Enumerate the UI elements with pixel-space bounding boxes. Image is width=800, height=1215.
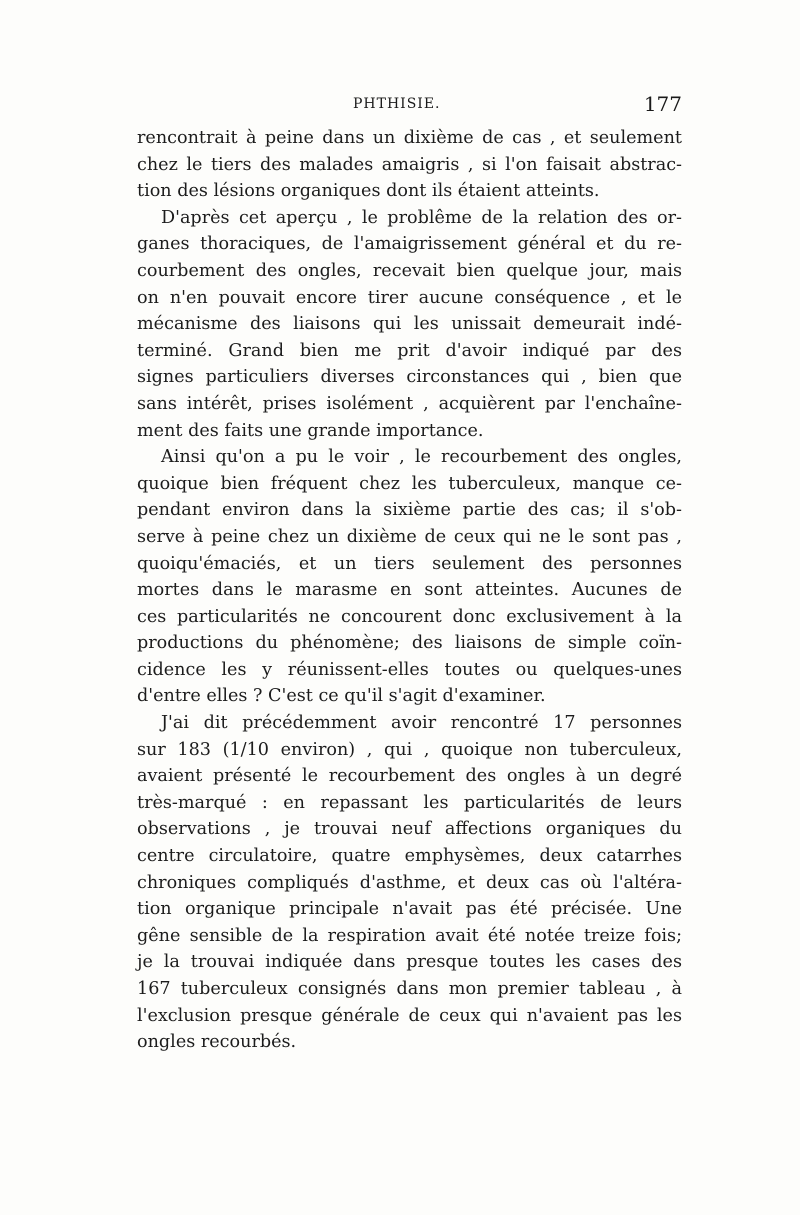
text-line: 167 tuberculeux consignés dans mon premier tableau , à [137, 979, 682, 999]
text-line: d'entre elles ? C'est ce qu'il s'agit d'examiner. [137, 686, 546, 707]
page-header [137, 92, 682, 122]
text-line: chroniques compliqués d'asthme, et deux cas où l'altéra- [137, 872, 682, 893]
text-line: observations , je trouvai neuf affections organiques du [137, 819, 682, 840]
text-line: tion organique principale n'avait pas été précisée. Une [137, 899, 682, 920]
text-line: cidence les y réunissent-elles toutes ou quelques-unes [137, 659, 682, 680]
text-line: sans intérêt, prises isolément , acquièrent par l'enchaîne- [137, 393, 682, 414]
body-text [137, 125, 682, 1056]
text-line: quoiqu'émaciés, et un tiers seulement des personnes [137, 553, 682, 574]
text-line: pendant environ dans la sixième partie des cas; il s'ob- [137, 500, 682, 521]
text-line: gêne sensible de la respiration avait été notée treize fois; [137, 925, 682, 946]
text-line: productions du phénomène; des liaisons de simple coïn- [137, 633, 682, 654]
text-line: quoique bien fréquent chez les tuberculeux, manque ce- [137, 473, 682, 494]
running-title: PHTHISIE. [353, 96, 441, 112]
text-line: avaient présenté le recourbement des ongles à un degré [137, 766, 682, 787]
text-line: tion des lésions organiques dont ils étaient atteints. [137, 181, 600, 202]
text-line: J'ai dit précédemment avoir rencontré 17 personnes [161, 713, 682, 734]
text-line: Ainsi qu'on a pu le voir , le recourbement des ongles, [161, 447, 682, 468]
text-line: on n'en pouvait encore tirer aucune conséquence , et le [137, 287, 682, 308]
text-line: signes particuliers diverses circonstances qui , bien que [137, 367, 682, 388]
text-line: mortes dans le marasme en sont atteintes. Aucunes de [137, 580, 682, 601]
text-line: D'après cet aperçu , le problême de la relation des or- [161, 207, 682, 228]
text-line: ment des faits une grande importance. [137, 420, 484, 441]
text-line: sur 183 (1/10 environ) , qui , quoique non tuberculeux, [137, 739, 682, 760]
text-line: serve à peine chez un dixième de ceux qui ne le sont pas , [137, 526, 682, 547]
text-line: ongles recourbés. [137, 1032, 297, 1053]
text-line: terminé. Grand bien me prit d'avoir indiqué par des [137, 340, 682, 361]
page-number: 177 [643, 92, 682, 116]
text-line: centre circulatoire, quatre emphysèmes, deux catarrhes [137, 846, 682, 867]
text-line: je la trouvai indiquée dans presque toutes les cases des [137, 952, 682, 973]
text-line: courbement des ongles, recevait bien quelque jour, mais [137, 260, 682, 281]
text-line: très-marqué : en repassant les particularités de leurs [137, 792, 682, 813]
text-line: rencontrait à peine dans un dixième de cas , et seulement [137, 128, 682, 148]
text-line: ganes thoraciques, de l'amaigrissement général et du re- [137, 234, 682, 255]
text-line: mécanisme des liaisons qui les unissait demeurait indé- [137, 314, 682, 335]
text-line: chez le tiers des malades amaigris , si l'on faisait abstrac- [137, 154, 682, 175]
text-line: l'exclusion presque générale de ceux qui n'avaient pas les [137, 1005, 682, 1026]
text-line: ces particularités ne concourent donc exclusivement à la [137, 606, 682, 627]
